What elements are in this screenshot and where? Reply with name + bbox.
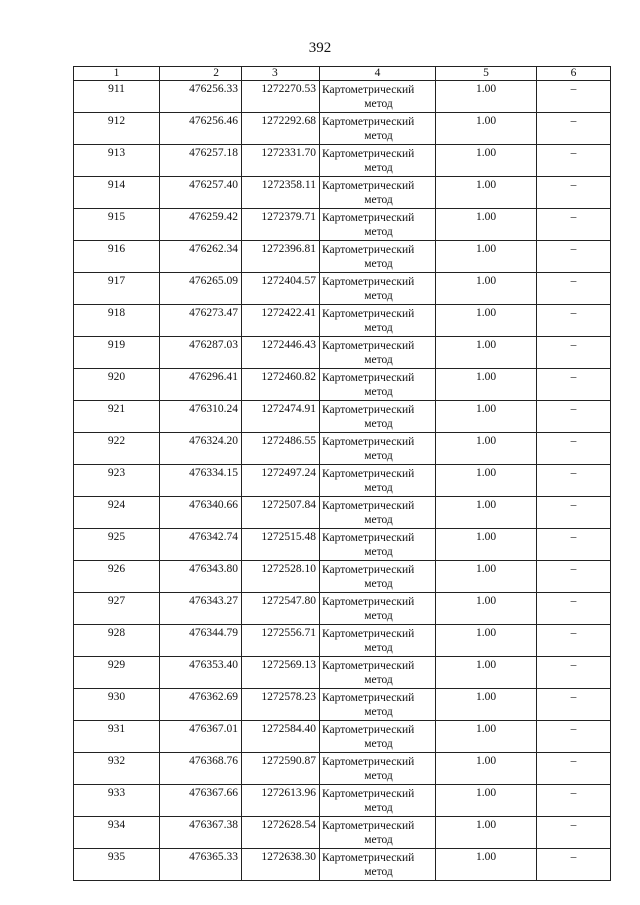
point-number-cell: 913 bbox=[74, 145, 160, 177]
method-line-2: метод bbox=[364, 290, 393, 302]
accuracy-cell: 1.00 bbox=[436, 529, 537, 561]
note-cell: – bbox=[537, 273, 611, 305]
method-cell bbox=[320, 273, 436, 305]
method-line-2: метод bbox=[364, 834, 393, 846]
method-line-1: Картометрический bbox=[322, 276, 415, 288]
method-cell bbox=[320, 209, 436, 241]
table-row bbox=[74, 401, 611, 433]
note-cell: – bbox=[537, 113, 611, 145]
method-line-2: метод bbox=[364, 578, 393, 590]
accuracy-cell: 1.00 bbox=[436, 465, 537, 497]
x-coordinate-cell: 476334.15 bbox=[160, 465, 242, 497]
method-cell bbox=[320, 785, 436, 817]
point-number-cell: 935 bbox=[74, 849, 160, 881]
note-cell: – bbox=[537, 209, 611, 241]
method-line-1: Картометрический bbox=[322, 116, 415, 128]
page-number: 392 bbox=[308, 40, 332, 56]
method-line-2: метод bbox=[364, 98, 393, 110]
x-coordinate-cell: 476340.66 bbox=[160, 497, 242, 529]
method-cell bbox=[320, 465, 436, 497]
point-number-cell: 924 bbox=[74, 497, 160, 529]
method-line-1: Картометрический bbox=[322, 564, 415, 576]
accuracy-cell: 1.00 bbox=[436, 689, 537, 721]
method-line-1: Картометрический bbox=[322, 340, 415, 352]
y-coordinate-cell: 1272292.68 bbox=[242, 113, 320, 145]
point-number-cell: 923 bbox=[74, 465, 160, 497]
point-number-cell: 928 bbox=[74, 625, 160, 657]
table-row bbox=[74, 529, 611, 561]
table-row bbox=[74, 753, 611, 785]
x-coordinate-cell: 476344.79 bbox=[160, 625, 242, 657]
accuracy-cell: 1.00 bbox=[436, 273, 537, 305]
point-number-cell: 921 bbox=[74, 401, 160, 433]
accuracy-cell: 1.00 bbox=[436, 401, 537, 433]
column-header-1: 1 bbox=[74, 67, 160, 81]
method-cell bbox=[320, 113, 436, 145]
accuracy-cell: 1.00 bbox=[436, 433, 537, 465]
method-line-2: метод bbox=[364, 386, 393, 398]
method-line-2: метод bbox=[364, 450, 393, 462]
x-coordinate-cell: 476257.18 bbox=[160, 145, 242, 177]
point-number-cell: 917 bbox=[74, 273, 160, 305]
y-coordinate-cell: 1272486.55 bbox=[242, 433, 320, 465]
y-coordinate-cell: 1272358.11 bbox=[242, 177, 320, 209]
y-coordinate-cell: 1272528.10 bbox=[242, 561, 320, 593]
method-cell bbox=[320, 81, 436, 113]
note-cell: – bbox=[537, 465, 611, 497]
method-cell bbox=[320, 753, 436, 785]
accuracy-cell: 1.00 bbox=[436, 849, 537, 881]
table-row bbox=[74, 593, 611, 625]
method-line-2: метод bbox=[364, 418, 393, 430]
method-line-1: Картометрический bbox=[322, 628, 415, 640]
y-coordinate-cell: 1272628.54 bbox=[242, 817, 320, 849]
table-row bbox=[74, 721, 611, 753]
table-row bbox=[74, 337, 611, 369]
accuracy-cell: 1.00 bbox=[436, 561, 537, 593]
method-line-2: метод bbox=[364, 706, 393, 718]
coordinates-table bbox=[73, 66, 611, 881]
note-cell: – bbox=[537, 561, 611, 593]
method-cell bbox=[320, 433, 436, 465]
method-cell bbox=[320, 849, 436, 881]
x-coordinate-cell: 476367.01 bbox=[160, 721, 242, 753]
method-line-1: Картометрический bbox=[322, 308, 415, 320]
table-row bbox=[74, 497, 611, 529]
x-coordinate-cell: 476362.69 bbox=[160, 689, 242, 721]
y-coordinate-cell: 1272515.48 bbox=[242, 529, 320, 561]
method-line-1: Картометрический bbox=[322, 596, 415, 608]
note-cell: – bbox=[537, 177, 611, 209]
method-cell bbox=[320, 817, 436, 849]
y-coordinate-cell: 1272379.71 bbox=[242, 209, 320, 241]
point-number-cell: 934 bbox=[74, 817, 160, 849]
note-cell: – bbox=[537, 721, 611, 753]
method-line-1: Картометрический bbox=[322, 756, 415, 768]
x-coordinate-cell: 476367.38 bbox=[160, 817, 242, 849]
y-coordinate-cell: 1272613.96 bbox=[242, 785, 320, 817]
point-number-cell: 927 bbox=[74, 593, 160, 625]
method-cell bbox=[320, 241, 436, 273]
table-row bbox=[74, 689, 611, 721]
accuracy-cell: 1.00 bbox=[436, 305, 537, 337]
method-line-2: метод bbox=[364, 322, 393, 334]
x-coordinate-cell: 476296.41 bbox=[160, 369, 242, 401]
x-coordinate-cell: 476365.33 bbox=[160, 849, 242, 881]
table-row bbox=[74, 561, 611, 593]
x-coordinate-cell: 476368.76 bbox=[160, 753, 242, 785]
method-line-1: Картометрический bbox=[322, 788, 415, 800]
x-coordinate-cell: 476367.66 bbox=[160, 785, 242, 817]
x-coordinate-cell: 476273.47 bbox=[160, 305, 242, 337]
x-coordinate-cell: 476256.46 bbox=[160, 113, 242, 145]
method-line-2: метод bbox=[364, 610, 393, 622]
table-body bbox=[74, 81, 611, 881]
y-coordinate-cell: 1272578.23 bbox=[242, 689, 320, 721]
point-number-cell: 919 bbox=[74, 337, 160, 369]
column-header-3: 3 bbox=[242, 67, 320, 81]
method-line-2: метод bbox=[364, 482, 393, 494]
y-coordinate-cell: 1272460.82 bbox=[242, 369, 320, 401]
x-coordinate-cell: 476257.40 bbox=[160, 177, 242, 209]
method-line-1: Картометрический bbox=[322, 244, 415, 256]
header-row bbox=[74, 67, 611, 81]
column-header-4: 4 bbox=[320, 67, 436, 81]
method-line-1: Картометрический bbox=[322, 820, 415, 832]
point-number-cell: 920 bbox=[74, 369, 160, 401]
note-cell: – bbox=[537, 305, 611, 337]
y-coordinate-cell: 1272331.70 bbox=[242, 145, 320, 177]
table-row bbox=[74, 177, 611, 209]
method-line-1: Картометрический bbox=[322, 852, 415, 864]
point-number-cell: 918 bbox=[74, 305, 160, 337]
point-number-cell: 931 bbox=[74, 721, 160, 753]
method-cell bbox=[320, 625, 436, 657]
method-line-1: Картометрический bbox=[322, 404, 415, 416]
note-cell: – bbox=[537, 689, 611, 721]
x-coordinate-cell: 476265.09 bbox=[160, 273, 242, 305]
y-coordinate-cell: 1272569.13 bbox=[242, 657, 320, 689]
y-coordinate-cell: 1272590.87 bbox=[242, 753, 320, 785]
method-cell bbox=[320, 369, 436, 401]
table-row bbox=[74, 145, 611, 177]
accuracy-cell: 1.00 bbox=[436, 337, 537, 369]
accuracy-cell: 1.00 bbox=[436, 753, 537, 785]
method-line-1: Картометрический bbox=[322, 212, 415, 224]
method-line-2: метод bbox=[364, 194, 393, 206]
point-number-cell: 916 bbox=[74, 241, 160, 273]
note-cell: – bbox=[537, 369, 611, 401]
accuracy-cell: 1.00 bbox=[436, 625, 537, 657]
method-line-2: метод bbox=[364, 866, 393, 878]
table-row bbox=[74, 113, 611, 145]
y-coordinate-cell: 1272547.80 bbox=[242, 593, 320, 625]
note-cell: – bbox=[537, 529, 611, 561]
x-coordinate-cell: 476310.24 bbox=[160, 401, 242, 433]
point-number-cell: 922 bbox=[74, 433, 160, 465]
method-line-2: метод bbox=[364, 546, 393, 558]
point-number-cell: 933 bbox=[74, 785, 160, 817]
note-cell: – bbox=[537, 849, 611, 881]
method-line-2: метод bbox=[364, 642, 393, 654]
point-number-cell: 912 bbox=[74, 113, 160, 145]
y-coordinate-cell: 1272584.40 bbox=[242, 721, 320, 753]
table-row bbox=[74, 465, 611, 497]
accuracy-cell: 1.00 bbox=[436, 657, 537, 689]
method-line-1: Картометрический bbox=[322, 148, 415, 160]
method-cell bbox=[320, 145, 436, 177]
table-row bbox=[74, 785, 611, 817]
table-header bbox=[74, 67, 611, 81]
method-cell bbox=[320, 497, 436, 529]
note-cell: – bbox=[537, 145, 611, 177]
table-row bbox=[74, 305, 611, 337]
method-cell bbox=[320, 657, 436, 689]
point-number-cell: 911 bbox=[74, 81, 160, 113]
note-cell: – bbox=[537, 433, 611, 465]
column-header-2: 2 bbox=[160, 67, 242, 81]
table-row bbox=[74, 209, 611, 241]
note-cell: – bbox=[537, 753, 611, 785]
note-cell: – bbox=[537, 241, 611, 273]
y-coordinate-cell: 1272446.43 bbox=[242, 337, 320, 369]
method-line-1: Картометрический bbox=[322, 468, 415, 480]
method-line-2: метод bbox=[364, 258, 393, 270]
table-row bbox=[74, 433, 611, 465]
method-cell bbox=[320, 689, 436, 721]
accuracy-cell: 1.00 bbox=[436, 209, 537, 241]
method-line-1: Картометрический bbox=[322, 436, 415, 448]
y-coordinate-cell: 1272556.71 bbox=[242, 625, 320, 657]
column-header-5: 5 bbox=[436, 67, 537, 81]
point-number-cell: 925 bbox=[74, 529, 160, 561]
method-line-2: метод bbox=[364, 770, 393, 782]
method-line-1: Картометрический bbox=[322, 84, 415, 96]
method-line-1: Картометрический bbox=[322, 180, 415, 192]
note-cell: – bbox=[537, 625, 611, 657]
method-line-2: метод bbox=[364, 514, 393, 526]
accuracy-cell: 1.00 bbox=[436, 817, 537, 849]
y-coordinate-cell: 1272638.30 bbox=[242, 849, 320, 881]
x-coordinate-cell: 476343.27 bbox=[160, 593, 242, 625]
x-coordinate-cell: 476324.20 bbox=[160, 433, 242, 465]
point-number-cell: 926 bbox=[74, 561, 160, 593]
accuracy-cell: 1.00 bbox=[436, 177, 537, 209]
table-row bbox=[74, 369, 611, 401]
y-coordinate-cell: 1272507.84 bbox=[242, 497, 320, 529]
method-line-1: Картометрический bbox=[322, 372, 415, 384]
method-cell bbox=[320, 177, 436, 209]
x-coordinate-cell: 476262.34 bbox=[160, 241, 242, 273]
x-coordinate-cell: 476343.80 bbox=[160, 561, 242, 593]
point-number-cell: 915 bbox=[74, 209, 160, 241]
accuracy-cell: 1.00 bbox=[436, 593, 537, 625]
table-row bbox=[74, 241, 611, 273]
method-line-2: метод bbox=[364, 802, 393, 814]
accuracy-cell: 1.00 bbox=[436, 785, 537, 817]
accuracy-cell: 1.00 bbox=[436, 721, 537, 753]
method-line-1: Картометрический bbox=[322, 724, 415, 736]
point-number-cell: 914 bbox=[74, 177, 160, 209]
table-row bbox=[74, 273, 611, 305]
y-coordinate-cell: 1272497.24 bbox=[242, 465, 320, 497]
note-cell: – bbox=[537, 657, 611, 689]
method-line-1: Картометрический bbox=[322, 692, 415, 704]
note-cell: – bbox=[537, 337, 611, 369]
note-cell: – bbox=[537, 785, 611, 817]
accuracy-cell: 1.00 bbox=[436, 497, 537, 529]
method-line-2: метод bbox=[364, 738, 393, 750]
accuracy-cell: 1.00 bbox=[436, 113, 537, 145]
method-line-2: метод bbox=[364, 130, 393, 142]
method-line-2: метод bbox=[364, 354, 393, 366]
x-coordinate-cell: 476256.33 bbox=[160, 81, 242, 113]
accuracy-cell: 1.00 bbox=[436, 369, 537, 401]
method-line-2: метод bbox=[364, 674, 393, 686]
method-cell bbox=[320, 561, 436, 593]
table-row bbox=[74, 657, 611, 689]
y-coordinate-cell: 1272474.91 bbox=[242, 401, 320, 433]
table-row bbox=[74, 81, 611, 113]
accuracy-cell: 1.00 bbox=[436, 241, 537, 273]
method-cell bbox=[320, 305, 436, 337]
method-line-1: Картометрический bbox=[322, 660, 415, 672]
y-coordinate-cell: 1272404.57 bbox=[242, 273, 320, 305]
method-cell bbox=[320, 721, 436, 753]
note-cell: – bbox=[537, 81, 611, 113]
y-coordinate-cell: 1272396.81 bbox=[242, 241, 320, 273]
x-coordinate-cell: 476342.74 bbox=[160, 529, 242, 561]
table-row bbox=[74, 817, 611, 849]
method-line-2: метод bbox=[364, 162, 393, 174]
accuracy-cell: 1.00 bbox=[436, 81, 537, 113]
x-coordinate-cell: 476259.42 bbox=[160, 209, 242, 241]
x-coordinate-cell: 476353.40 bbox=[160, 657, 242, 689]
point-number-cell: 932 bbox=[74, 753, 160, 785]
table-row bbox=[74, 625, 611, 657]
method-line-1: Картометрический bbox=[322, 500, 415, 512]
table-row bbox=[74, 849, 611, 881]
y-coordinate-cell: 1272270.53 bbox=[242, 81, 320, 113]
method-cell bbox=[320, 401, 436, 433]
method-cell bbox=[320, 529, 436, 561]
method-line-2: метод bbox=[364, 226, 393, 238]
y-coordinate-cell: 1272422.41 bbox=[242, 305, 320, 337]
point-number-cell: 929 bbox=[74, 657, 160, 689]
note-cell: – bbox=[537, 497, 611, 529]
method-line-1: Картометрический bbox=[322, 532, 415, 544]
accuracy-cell: 1.00 bbox=[436, 145, 537, 177]
column-header-6: 6 bbox=[537, 67, 611, 81]
method-cell bbox=[320, 337, 436, 369]
note-cell: – bbox=[537, 593, 611, 625]
x-coordinate-cell: 476287.03 bbox=[160, 337, 242, 369]
point-number-cell: 930 bbox=[74, 689, 160, 721]
note-cell: – bbox=[537, 401, 611, 433]
method-cell bbox=[320, 593, 436, 625]
note-cell: – bbox=[537, 817, 611, 849]
